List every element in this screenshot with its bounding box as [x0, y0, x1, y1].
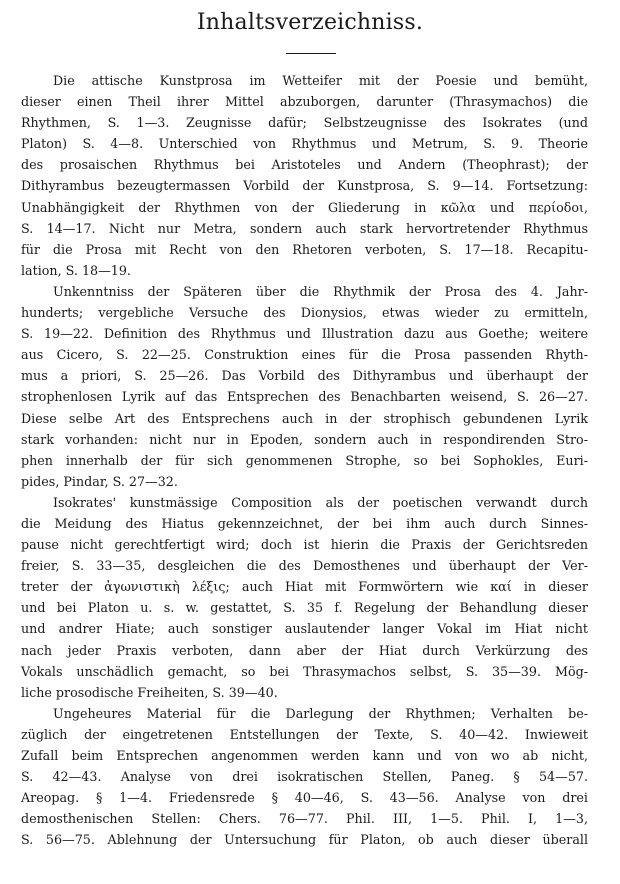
text-line: aus Cicero, S. 22—25. Construktion eines für die Prosa passenden Rhyth-	[21, 347, 588, 363]
text-line: S. 14—17. Nicht nur Metra, sondern auch stark hervortretender Rhythmus	[21, 220, 588, 236]
text-line: und andrer Hiate; auch sonstiger auslautender langer Vokal im Hiat nicht	[21, 621, 588, 637]
text-line: phen innerhalb der für sich genommenen Strophe, so bei Sophokles, Euri-	[21, 452, 588, 468]
text-line: dieser einen Theil ihrer Mittel abzuborgen, darunter (Thrasymachos) die	[21, 94, 588, 110]
text-line: mus a priori, S. 25—26. Das Vorbild des Dithyrambus und überhaupt der	[21, 368, 588, 384]
text-line: freier, S. 33—35, desgleichen die des Demosthenes und überhaupt der Ver-	[21, 558, 588, 574]
text-line: Zufall beim Entsprechen angenommen werden kann und von wo ab nicht,	[21, 748, 588, 763]
text-line: Isokrates' kunstmässige Composition als der poetischen verwandt durch	[53, 494, 588, 510]
paragraph-1	[21, 70, 588, 281]
text-line: Dithyrambus bezeugtermassen Vorbild der Kunstprosa, S. 9—14. Fortsetzung:	[21, 178, 588, 194]
text-line: Areopag. § 1—4. Friedensrede § 40—46, S. 43—56. Analyse von drei	[21, 790, 588, 806]
text-line: Rhythmen, S. 1—3. Zeugnisse dafür; Selbstzeugnisse des Isokrates (und	[21, 115, 588, 131]
text-line: für die Prosa mit Recht von den Rhetoren verboten, S. 17—18. Recapitu-	[21, 241, 588, 257]
page-title: Inhaltsverzeichniss.	[196, 10, 424, 35]
text-line: pides, Pindar, S. 27—32.	[21, 473, 178, 489]
text-line: die Meidung des Hiatus gekennzeichnet, der bei ihm auch durch Sinnes-	[21, 515, 588, 531]
text-line: pause nicht gerechtfertigt wird; doch ist hierin die Praxis der Gerichtsreden	[21, 537, 588, 553]
text-line: hunderts; vergebliche Versuche des Dionysios, etwas wieder zu ermitteln,	[21, 305, 588, 321]
text-line: liche prosodische Freiheiten, S. 39—40.	[21, 684, 278, 700]
text-line: S. 42—43. Analyse von drei isokratischen Stellen, Paneg. § 54—57.	[21, 769, 588, 785]
text-line: des prosaischen Rhythmus bei Aristoteles und Andern (Theophrast); der	[21, 157, 588, 173]
text-line: Unabhängigkeit der Rhythmen von der Gliederung in κῶλα und περίοδοι,	[21, 199, 588, 215]
text-line: stark vorhanden: nicht nur in Epoden, sondern auch in respondirenden Stro-	[21, 431, 588, 447]
text-line: Diese selbe Art des Entsprechens auch in der strophisch gebundenen Lyrik	[21, 410, 588, 426]
paragraph-2	[21, 281, 588, 492]
text-line: züglich der eingetretenen Entstellungen der Texte, S. 40—42. Inwieweit	[21, 726, 588, 742]
text-line: nach jeder Praxis verboten, dann aber der Hiat durch Verkürzung des	[21, 642, 588, 658]
table-of-contents-text	[21, 70, 588, 850]
text-line: S. 19—22. Definition des Rhythmus und Illustration dazu aus Goethe; weitere	[21, 326, 588, 342]
text-line: und bei Platon u. s. w. gestattet, S. 35 f. Regelung der Behandlung dieser	[21, 600, 588, 616]
paragraph-3	[21, 492, 588, 703]
text-line: lation, S. 18—19.	[21, 262, 131, 278]
title-rule	[286, 53, 336, 54]
text-line: Unkenntniss der Späteren über die Rhythmik der Prosa des 4. Jahr-	[53, 283, 588, 299]
text-line: demosthenischen Stellen: Chers. 76—77. Phil. III, 1—5. Phil. I, 1—3,	[21, 811, 588, 827]
text-line: Vokals unschädlich gemacht, so bei Thrasymachos selbst, S. 35—39. Mög-	[21, 663, 588, 679]
text-line: Platon) S. 4—8. Unterschied von Rhythmus und Metrum, S. 9. Theorie	[21, 136, 588, 152]
text-line: S. 56—75. Ablehnung der Untersuchung für Platon, ob auch dieser überall	[21, 832, 588, 848]
paragraph-4	[21, 703, 588, 851]
text-line: Die attische Kunstprosa im Wetteifer mit der Poesie und bemüht,	[53, 73, 588, 88]
text-line: treter der ἀγωνιστικὴ λέξις; auch Hiat mit Formwörtern wie καί in dieser	[21, 579, 588, 595]
text-line: Ungeheures Material für die Darlegung der Rhythmen; Verhalten be-	[53, 705, 588, 721]
text-line: strophenlosen Lyrik auf das Entsprechen des Benachbarten weisend, S. 26—27.	[21, 389, 588, 405]
